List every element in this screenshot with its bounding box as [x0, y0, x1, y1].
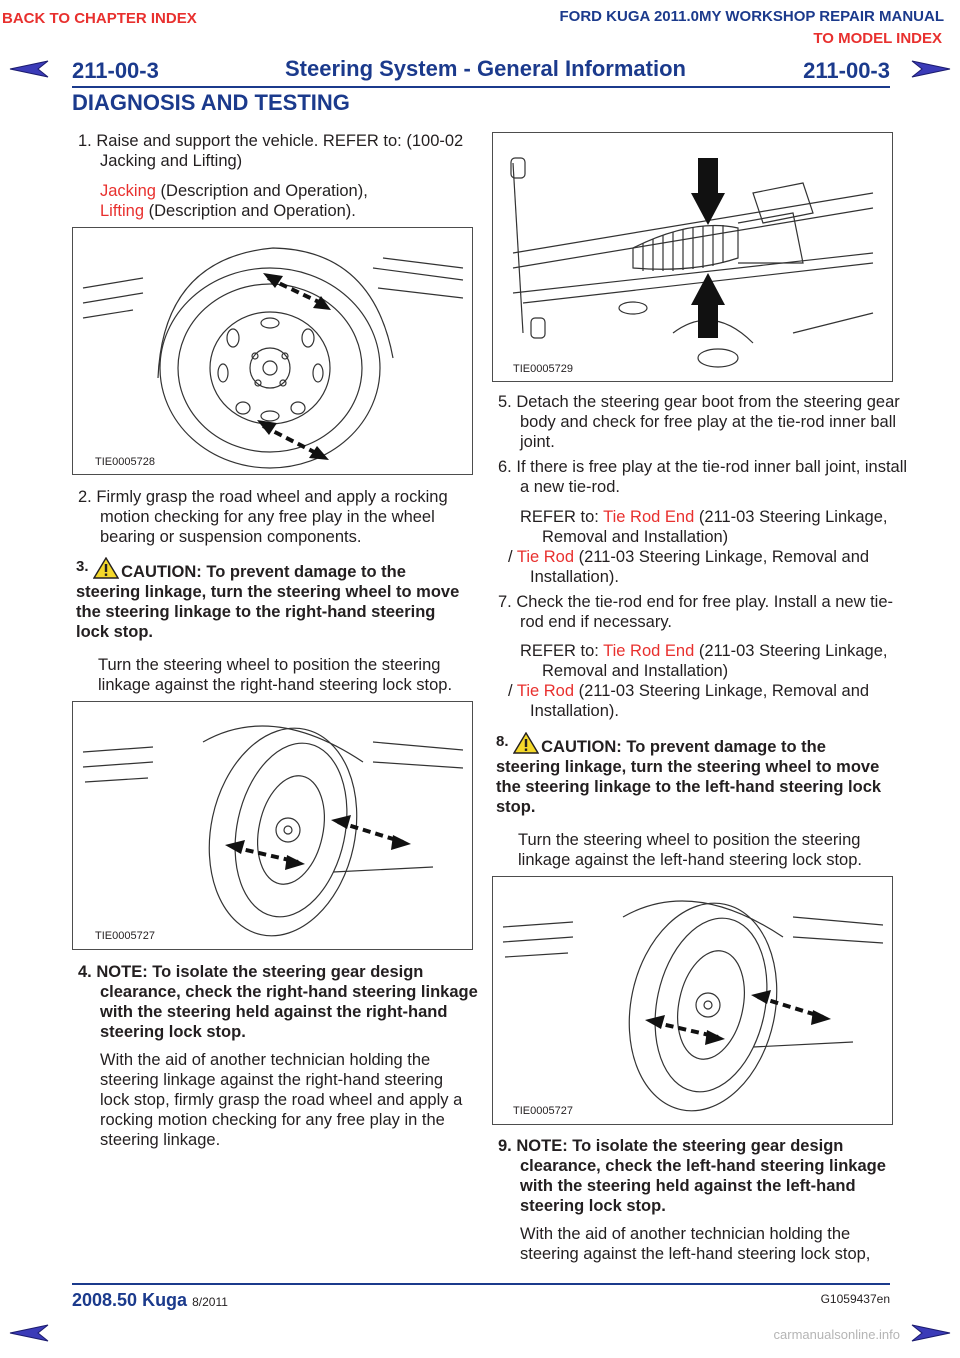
step-6-refer-2: / Tie Rod (211-03 Steering Linkage, Removal and Installation).	[508, 548, 870, 586]
wheel-illustration	[73, 228, 471, 473]
step-8-text: Turn the steering wheel to position the steering linkage against the left-hand steering lock stop.	[518, 831, 862, 869]
step-5: 5. Detach the steering gear boot from the steering gear body and check for free play at the tie-rod inner ball joint.	[498, 393, 900, 451]
back-to-chapter-index-link[interactable]: BACK TO CHAPTER INDEX	[2, 10, 197, 27]
figure-wheel-rocking	[72, 227, 473, 475]
footer-rule	[72, 1283, 890, 1285]
step-4-note: 4. NOTE: To isolate the steering gear design clearance, check the right-hand steering linkage with the steering held against the right-hand steering lock stop.	[78, 963, 478, 1041]
footer-model: 2008.50 Kuga 8/2011	[72, 1290, 228, 1310]
page-code-left: 211-00-3	[72, 58, 159, 83]
watermark: carmanualsonline.info	[773, 1327, 900, 1342]
step-7-refer-2: / Tie Rod (211-03 Steering Linkage, Removal and Installation).	[508, 682, 870, 720]
previous-page-arrow-icon[interactable]	[8, 1322, 50, 1344]
step-9-note: 9. NOTE: To isolate the steering gear design clearance, check the left-hand steering linkage with the steering held against the left-hand steering lock stop.	[498, 1137, 886, 1215]
step-3-text: Turn the steering wheel to position the steering linkage against the right-hand steering lock stop.	[98, 656, 453, 694]
previous-page-arrow-icon[interactable]	[8, 58, 50, 80]
header-rule	[72, 86, 890, 88]
step-8-caution: 8. CAUTION: To prevent damage to the steering linkage, turn the steering wheel to move the steering linkage to the left-hand steering lock stop.	[496, 733, 882, 816]
figure-wheel-left-lock	[492, 876, 893, 1125]
step-4-text: With the aid of another technician holding the steering linkage against the right-hand steering lock stop, firmly grasp the road wheel and apply a rocking motion checking for any free play in the steering linkage.	[100, 1051, 463, 1149]
step-6-refer-1: REFER to: Tie Rod End (211-03 Steering Linkage, Removal and Installation)	[520, 508, 888, 546]
step-1: 1. Raise and support the vehicle. REFER to: (100-02 Jacking and Lifting)	[78, 132, 464, 170]
caution-icon	[93, 557, 119, 579]
step-7-refer-1: REFER to: Tie Rod End (211-03 Steering Linkage, Removal and Installation)	[520, 642, 888, 680]
step-7: 7. Check the tie-rod end for free play. Install a new tie-rod end if necessary.	[498, 593, 893, 631]
tie-rod-link[interactable]: Tie Rod	[516, 548, 575, 566]
lifting-link[interactable]: Lifting	[100, 202, 145, 220]
steering-gear-illustration	[493, 133, 891, 380]
figure-code: TIE0005727	[513, 1105, 573, 1117]
step-9-text: With the aid of another technician holding the steering against the left-hand steering lock stop,	[520, 1225, 871, 1263]
to-model-index-link[interactable]: TO MODEL INDEX	[813, 30, 942, 47]
figure-steering-gear-boot	[492, 132, 893, 382]
tie-rod-link[interactable]: Tie Rod	[516, 682, 575, 700]
next-page-arrow-icon[interactable]	[910, 1322, 952, 1344]
step-3-caution: 3. CAUTION: To prevent damage to the steering linkage, turn the steering wheel to move the steering linkage to the right-hand steering lock stop.	[76, 558, 460, 641]
figure-code: TIE0005727	[95, 930, 155, 942]
section-title: DIAGNOSIS AND TESTING	[72, 90, 350, 115]
figure-code: TIE0005728	[95, 456, 155, 468]
step-2: 2. Firmly grasp the road wheel and apply a rocking motion checking for any free play in the wheel bearing or suspension components.	[78, 488, 448, 546]
manual-title: FORD KUGA 2011.0MY WORKSHOP REPAIR MANUAL	[559, 8, 944, 25]
step-1-references: Jacking (Description and Operation), Lifting (Description and Operation).	[100, 182, 368, 220]
wheel-turned-illustration	[493, 877, 891, 1123]
next-page-arrow-icon[interactable]	[910, 58, 952, 80]
figure-wheel-right-lock	[72, 701, 473, 950]
figure-code: TIE0005729	[513, 363, 573, 375]
page-title: Steering System - General Information	[285, 56, 686, 81]
caution-icon	[513, 732, 539, 754]
step-6: 6. If there is free play at the tie-rod inner ball joint, install a new tie-rod.	[498, 458, 908, 496]
tie-rod-end-link[interactable]: Tie Rod End	[603, 508, 695, 526]
page-code-right: 211-00-3	[803, 58, 890, 83]
jacking-link[interactable]: Jacking	[100, 182, 156, 200]
footer-doc-code: G1059437en	[820, 1292, 890, 1306]
wheel-turned-illustration	[73, 702, 471, 948]
tie-rod-end-link[interactable]: Tie Rod End	[603, 642, 695, 660]
